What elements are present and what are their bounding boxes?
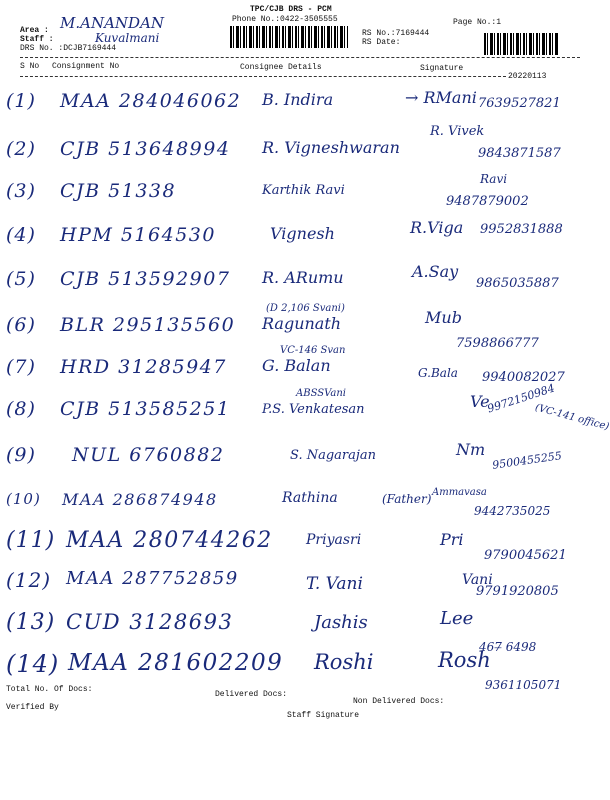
consignment-number: MAA 284046062 — [60, 90, 242, 112]
consignment-number: CUD 3128693 — [66, 610, 234, 634]
header-rule — [20, 57, 580, 58]
phone-number: 9940082027 — [482, 370, 565, 385]
list-item — [0, 650, 600, 690]
signature: Lee — [440, 608, 474, 629]
row-number: (5) — [6, 268, 36, 290]
signature: Ravi — [480, 172, 508, 186]
phone-number: 467̶ 6498 — [479, 640, 537, 654]
row-number: (3) — [6, 180, 36, 202]
consignee-name: T. Vani — [306, 574, 363, 594]
list-item — [0, 490, 600, 530]
consignment-number: CJB 513585251 — [60, 398, 231, 420]
row-number: (2) — [6, 138, 36, 160]
company-title: TPC/CJB DRS - PCM — [250, 5, 332, 14]
signature: Pri — [440, 530, 464, 549]
area-handwritten: M.ANANDAN — [60, 14, 165, 32]
row-number: (11) — [6, 528, 56, 553]
consignee-name: Roshi — [314, 650, 374, 674]
signature: Mub — [425, 308, 462, 327]
phone-number: Phone No.:0422-3505555 — [232, 15, 338, 24]
drs-number: DRS No. :DCJB7169444 — [20, 44, 117, 53]
phone-number: 7639527821 — [478, 96, 561, 111]
consignment-number: MAA 281602209 — [68, 650, 284, 676]
row-number: (8) — [6, 398, 36, 420]
annotation: ABSSVani — [296, 388, 346, 399]
phone-number: 9952831888 — [480, 222, 563, 237]
page-number: Page No.:1 — [453, 18, 502, 27]
row-number: (9) — [6, 444, 36, 466]
verified-by-label: Verified By — [6, 703, 59, 712]
consignment-number: MAA 280744262 — [66, 528, 273, 553]
list-item — [0, 218, 600, 264]
consignee-name: Jashis — [314, 612, 368, 633]
consignee-name: Priyasri — [306, 532, 362, 548]
phone-number: 7598866777 — [456, 336, 539, 351]
delivered-docs-label: Delivered Docs: — [215, 690, 288, 699]
rs-number: RS No.:7169444 — [362, 29, 430, 38]
staff-signature-label: Staff Signature — [287, 711, 360, 720]
staff-label: Staff : — [20, 35, 54, 44]
annotation: (D 2,106 Svani) — [266, 303, 345, 314]
row-number: (1) — [6, 90, 36, 112]
row-number: (13) — [6, 610, 56, 635]
consignment-number: HPM 5164530 — [60, 224, 216, 246]
signature: Rosh — [438, 648, 491, 672]
total-docs-label: Total No. Of Docs: — [6, 685, 93, 694]
col-date: 20220113 — [508, 72, 547, 81]
phone-number: 9972150984 — [485, 381, 557, 416]
area-label: Area : — [20, 26, 49, 35]
annotation: (VC-141 office) — [533, 402, 610, 433]
phone-number: 9361105071 — [485, 678, 562, 692]
signature: Nm — [456, 440, 486, 459]
consignee-name: R. ARumu — [262, 268, 344, 287]
consignment-number: HRD 31285947 — [60, 356, 227, 378]
column-rule — [20, 76, 506, 77]
signature: Vani — [462, 572, 493, 588]
row-number: (4) — [6, 224, 36, 246]
row-number: (6) — [6, 314, 36, 336]
list-item — [0, 608, 600, 654]
signature: → RMani — [405, 88, 477, 107]
barcode-right — [484, 33, 558, 55]
consignee-name: S. Nagarajan — [290, 448, 377, 463]
col-consignment: Consignment No — [52, 62, 120, 71]
consignee-name: Vignesh — [270, 224, 335, 243]
consignee-name: P.S. Venkatesan — [262, 402, 365, 417]
consignee-name: G. Balan — [262, 356, 331, 375]
row-number: (12) — [6, 568, 52, 592]
consignment-number: CJB 513648994 — [60, 138, 231, 160]
consignee-name: Rathina — [282, 490, 338, 506]
consignment-number: MAA 286874948 — [62, 490, 218, 509]
annotation: Ammavasa — [432, 487, 487, 498]
signature: (Father) — [382, 492, 432, 506]
consignment-number: CJB 513592907 — [60, 268, 231, 290]
phone-number: 9487879002 — [446, 194, 529, 209]
list-item — [0, 172, 600, 220]
consignee-name: B. Indira — [262, 90, 334, 109]
consignee-name: R. Vigneshwaran — [262, 138, 400, 157]
consignment-number: BLR 295135560 — [60, 314, 236, 336]
list-item — [0, 528, 600, 568]
staff-handwritten: Kuvalmani — [95, 31, 160, 45]
list-item — [0, 262, 600, 308]
list-item — [0, 440, 600, 484]
signature: R. Vivek — [430, 124, 485, 139]
barcode-left — [230, 26, 348, 48]
signature: Ve — [470, 392, 490, 411]
consignee-name: Karthik Ravi — [262, 183, 345, 198]
consignment-number: MAA 287752859 — [66, 568, 239, 589]
consignee-name: Ragunath — [262, 314, 342, 333]
col-sno: S No — [20, 62, 40, 71]
signature: R.Viga — [410, 218, 464, 237]
col-consignee: Consignee Details — [240, 63, 322, 72]
rs-date: RS Date: — [362, 38, 401, 47]
row-number: (10) — [6, 490, 41, 508]
consignment-number: NUL 6760882 — [72, 444, 225, 466]
consignment-number: CJB 51338 — [60, 180, 177, 202]
phone-number: 9442735025 — [474, 504, 551, 518]
col-signature: Signature — [420, 64, 464, 73]
list-item — [0, 90, 600, 130]
list-item — [0, 124, 600, 178]
row-number: (7) — [6, 356, 36, 378]
signature: G.Bala — [418, 366, 458, 380]
phone-number: 9843871587 — [478, 146, 561, 161]
signature: A.Say — [412, 262, 459, 281]
annotation: VC-146 Svan — [280, 345, 346, 356]
phone-number: 9865035887 — [476, 276, 559, 291]
list-item — [0, 568, 600, 608]
row-number: (14) — [6, 650, 60, 678]
phone-number: 9500455255 — [491, 449, 563, 472]
non-delivered-docs-label: Non Delivered Docs: — [353, 697, 445, 706]
phone-number: 9791920805 — [476, 584, 559, 599]
phone-number: 9790045621 — [484, 548, 567, 563]
